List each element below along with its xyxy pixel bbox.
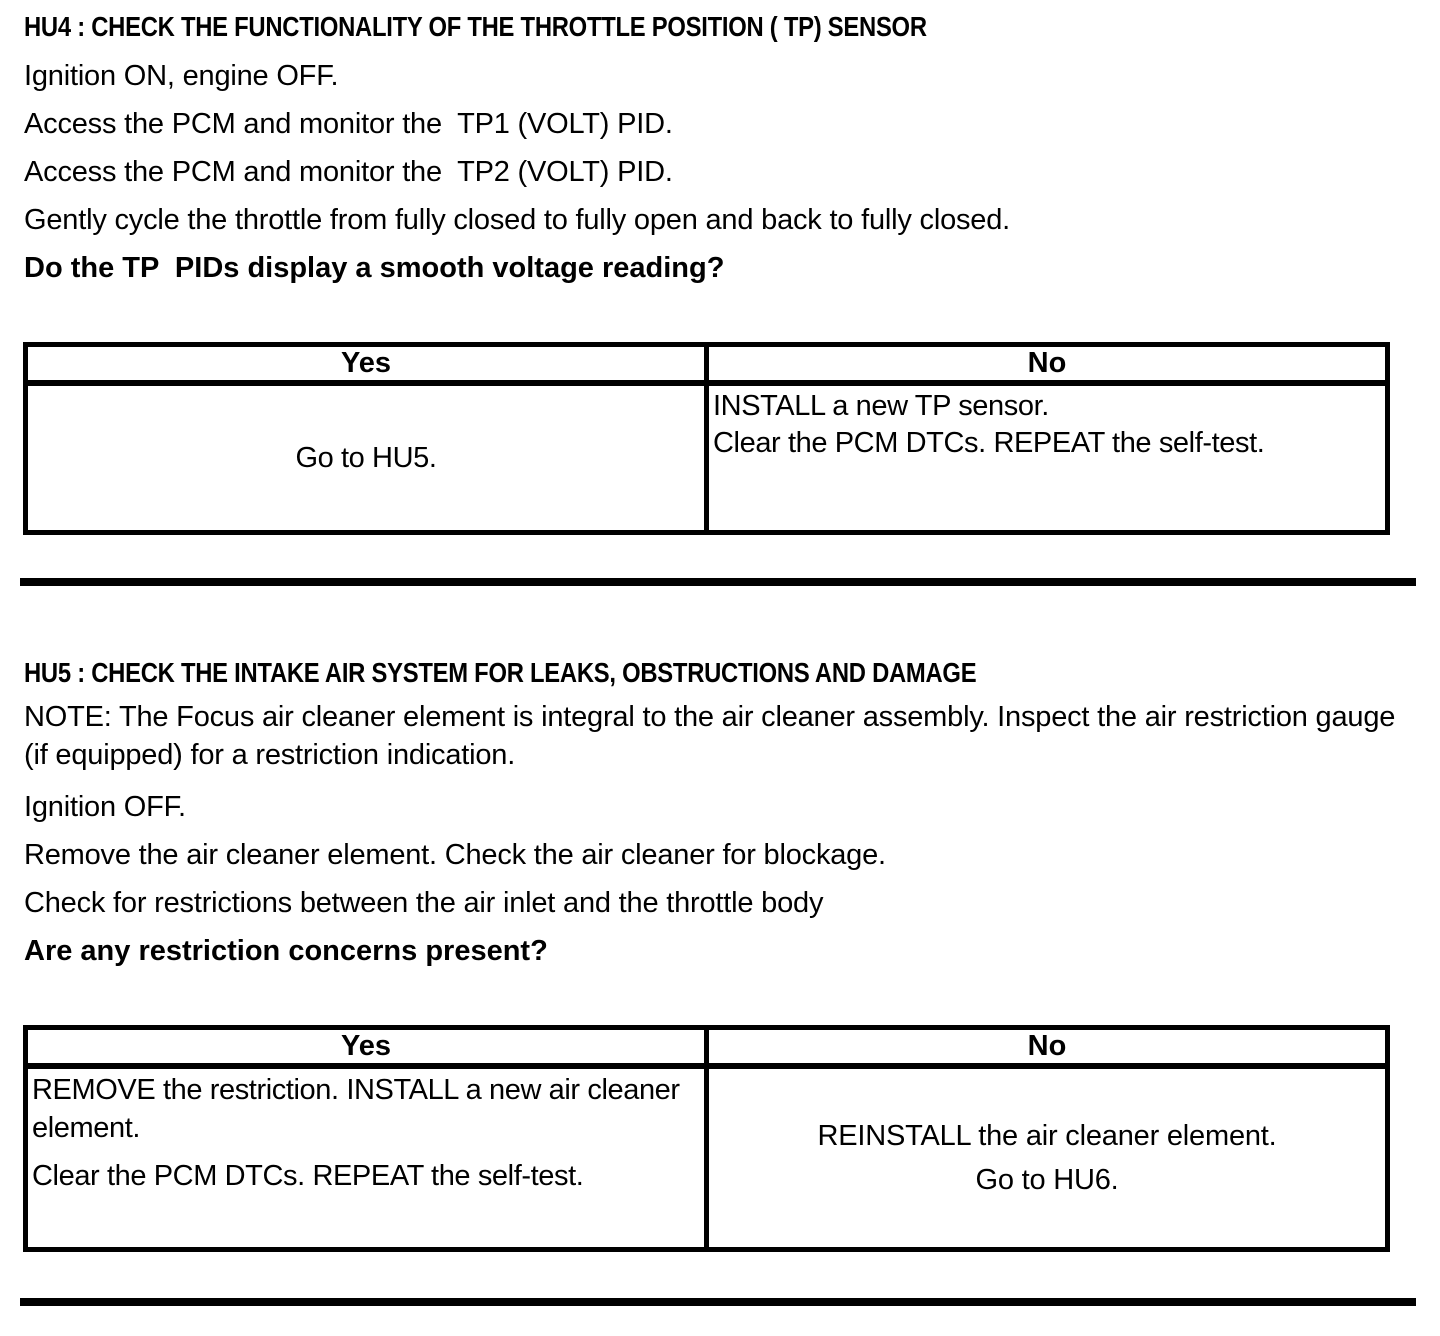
section-divider-rule bbox=[20, 578, 1416, 586]
action-line: Clear the PCM DTCs. REPEAT the self-test. bbox=[713, 427, 1265, 459]
step-line: Access the PCM and monitor the TP1 (VOLT) PID. bbox=[24, 108, 673, 140]
yes-action-cell bbox=[26, 1066, 707, 1250]
table-header-row bbox=[26, 1027, 1388, 1066]
section-hu5 bbox=[24, 656, 1440, 1253]
section-hu4-question: Do the TP PIDs display a smooth voltage reading? bbox=[24, 252, 725, 284]
decision-table-hu4 bbox=[23, 342, 1390, 535]
no-column-header: No bbox=[707, 345, 1388, 384]
action-line: Clear the PCM DTCs. REPEAT the self-test. bbox=[32, 1159, 584, 1192]
action-line: REINSTALL the air cleaner element. bbox=[817, 1119, 1277, 1152]
step-line: Gently cycle the throttle from fully closed to fully open and back to fully closed. bbox=[24, 204, 1011, 236]
table-header-row bbox=[26, 345, 1388, 384]
yes-column-header: Yes bbox=[26, 1027, 707, 1066]
step-line: Ignition OFF. bbox=[24, 790, 186, 823]
action-line: Go to HU5. bbox=[295, 441, 437, 474]
section-hu5-note: NOTE: The Focus air cleaner element is integral to the air cleaner assembly. Inspect the air restriction gauge (if equipped) for a restriction indication. bbox=[24, 700, 1404, 771]
action-line: INSTALL a new TP sensor. bbox=[713, 390, 1049, 422]
action-line: REMOVE the restriction. INSTALL a new air cleaner element. bbox=[32, 1073, 688, 1144]
yes-action-cell bbox=[26, 383, 707, 532]
yes-column-header: Yes bbox=[26, 345, 707, 384]
no-action-cell bbox=[707, 383, 1388, 532]
step-line: Remove the air cleaner element. Check the air cleaner for blockage. bbox=[24, 838, 886, 871]
section-hu4-heading: HU4 : CHECK THE FUNCTIONALITY OF THE THROTTLE POSITION ( TP) SENSOR bbox=[24, 11, 927, 42]
section-hu4 bbox=[24, 10, 1440, 535]
step-line: Check for restrictions between the air inlet and the throttle body bbox=[24, 886, 824, 919]
step-line: Access the PCM and monitor the TP2 (VOLT) PID. bbox=[24, 156, 673, 188]
no-action-cell bbox=[707, 1066, 1388, 1250]
table-body-row bbox=[26, 1066, 1388, 1250]
no-column-header: No bbox=[707, 1027, 1388, 1066]
page-bottom-rule bbox=[20, 1298, 1416, 1306]
section-hu5-steps bbox=[24, 783, 1440, 975]
table-body-row bbox=[26, 383, 1388, 532]
action-line: Go to HU6. bbox=[975, 1163, 1119, 1196]
section-hu5-question: Are any restriction concerns present? bbox=[24, 934, 548, 967]
section-hu4-steps bbox=[24, 52, 1440, 292]
step-line: Ignition ON, engine OFF. bbox=[24, 60, 339, 92]
section-hu5-heading: HU5 : CHECK THE INTAKE AIR SYSTEM FOR LEAKS, OBSTRUCTIONS AND DAMAGE bbox=[24, 656, 977, 688]
decision-table-hu5 bbox=[23, 1025, 1390, 1253]
